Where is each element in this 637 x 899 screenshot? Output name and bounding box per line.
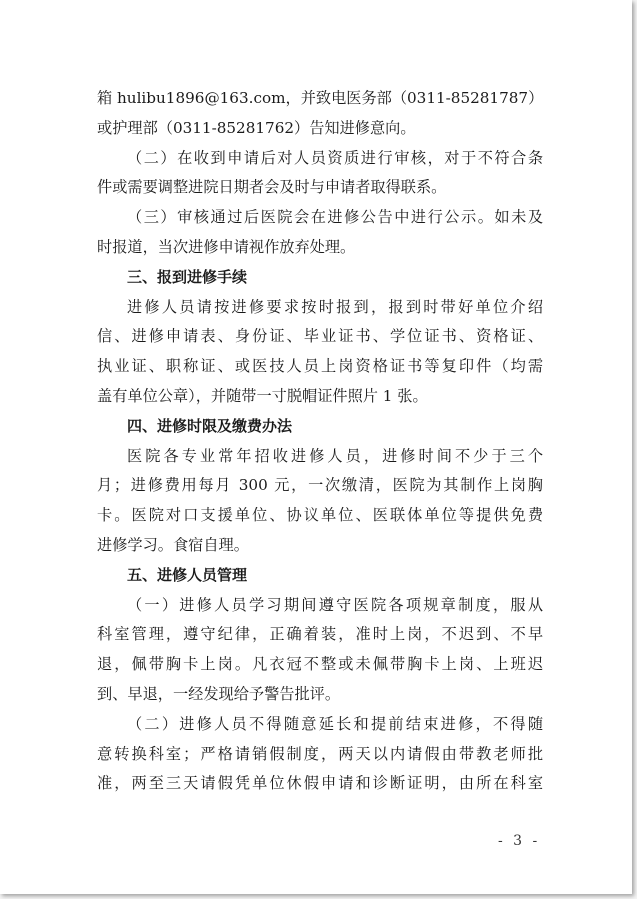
text-line: 进修人员请按进修要求按时报到，报到时带好单位介绍 (127, 297, 543, 316)
section-heading: 四、进修时限及缴费办法 (127, 416, 293, 435)
text-line: （三）审核通过后医院会在进修公告中进行公示。如未及 (127, 208, 543, 227)
text-line: 箱 hulibu1896@163.com，并致电医务部（0311-85281787） (97, 89, 544, 107)
text-line: 月；进修费用每月 300 元，一次缴清，医院为其制作上岗胸 (97, 476, 543, 495)
text-line: 时报道，当次进修申请视作放弃处理。 (97, 237, 356, 256)
text-line: 医院各专业常年招收进修人员，进修时间不少于三个 (127, 446, 543, 465)
text-line: （一）进修人员学习期间遵守医院各项规章制度，服从 (127, 595, 543, 614)
text-line: 执业证、职称证、或医技人员上岗资格证书等复印件（均需 (97, 357, 543, 376)
text-line: 盖有单位公章），并随带一寸脱帽证件照片 1 张。 (97, 386, 428, 405)
text-line: 到、早退，一经发现给予警告批评。 (97, 684, 340, 703)
text-line: 或护理部（0311-85281762）告知进修意向。 (97, 118, 416, 137)
text-line: 卡。医院对口支援单位、协议单位、医联体单位等提供免费 (97, 506, 543, 525)
page-number: - 3 - (498, 833, 541, 849)
section-heading: 三、报到进修手续 (127, 267, 248, 286)
text-line: 准，两至三天请假凭单位休假申请和诊断证明，由所在科室 (97, 774, 543, 793)
text-line: 科室管理，遵守纪律，正确着装，准时上岗，不迟到、不早 (97, 625, 543, 644)
text-line: （二）进修人员不得随意延长和提前结束进修，不得随 (127, 714, 543, 733)
text-line: 件或需要调整进院日期者会及时与申请者取得联系。 (97, 178, 447, 197)
text-line: 意转换科室；严格请销假制度，两天以内请假由带教老师批 (97, 744, 543, 763)
text-line: 退，佩带胸卡上岗。凡衣冠不整或未佩带胸卡上岗、上班迟 (97, 655, 543, 674)
document-body (97, 84, 543, 799)
text-line: 信、进修申请表、身份证、毕业证书、学位证书、资格证、 (97, 327, 543, 346)
section-heading: 五、进修人员管理 (127, 565, 248, 584)
text-line: 进修学习。食宿自理。 (97, 535, 249, 554)
text-line: （二）在收到申请后对人员资质进行审核，对于不符合条 (127, 148, 543, 167)
